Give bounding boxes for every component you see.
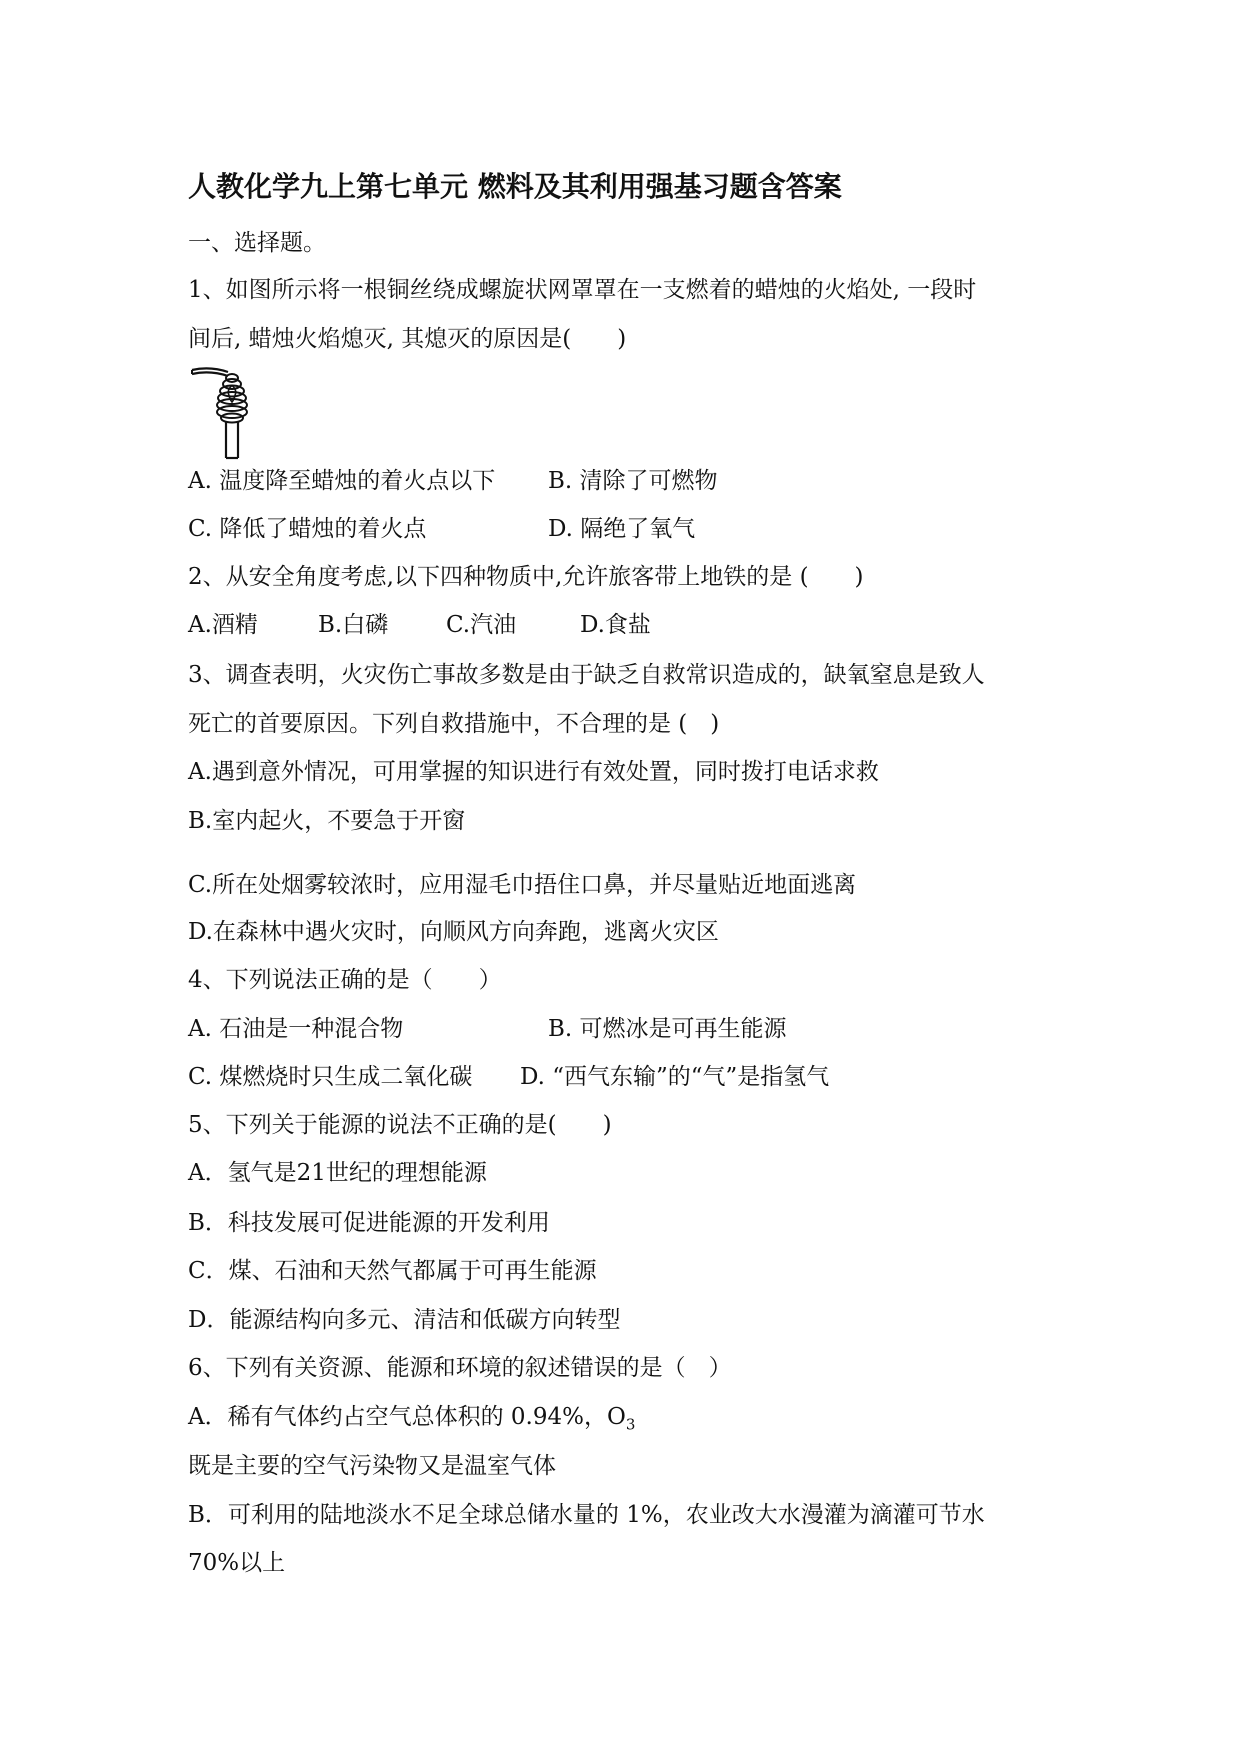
question-4-option-b: B. 可燃冰是可再生能源 (548, 1016, 787, 1042)
question-2-option-c: C.汽油 (446, 612, 517, 638)
question-2-option-a: A.酒精 (188, 612, 258, 638)
question-1-option-b: B. 清除了可燃物 (548, 468, 718, 494)
question-6-option-a-line1 (188, 1402, 635, 1440)
question-1-stem-line1: 1、如图所示将一根铜丝绕成螺旋状网罩罩在一支燃着的蜡烛的火焰处, 一段时 (188, 277, 977, 303)
question-6-option-b-line1: B．可利用的陆地淡水不足全球总储水量的 1%，农业改大水漫灌为滴灌可节水 (188, 1502, 985, 1528)
question-2-option-d: D.食盐 (580, 612, 651, 638)
question-4-option-d: D. “西气东输”的“气”是指氢气 (520, 1064, 830, 1090)
question-5-stem: 5、下列关于能源的说法不正确的是( ) (188, 1112, 612, 1138)
question-5-option-a: A．氢气是21世纪的理想能源 (188, 1160, 487, 1186)
question-6-option-a-text: A．稀有气体约占空气总体积的 0.94%，O (188, 1404, 626, 1430)
question-1-option-c: C. 降低了蜡烛的着火点 (188, 516, 427, 542)
question-3-option-a: A.遇到意外情况，可用掌握的知识进行有效处置，同时拨打电话求救 (188, 759, 879, 785)
question-2-option-b: B.白磷 (318, 612, 389, 638)
question-1-option-a: A. 温度降至蜡烛的着火点以下 (188, 468, 496, 494)
question-4-option-a: A. 石油是一种混合物 (188, 1016, 404, 1042)
question-3-option-c: C.所在处烟雾较浓时，应用湿毛巾捂住口鼻，并尽量贴近地面逃离 (188, 872, 857, 898)
question-1-option-d: D. 隔绝了氧气 (548, 516, 696, 542)
question-3-stem-line1: 3、调查表明，火灾伤亡事故多数是由于缺乏自救常识造成的，缺氧窒息是致人 (188, 662, 985, 688)
question-3-option-b: B.室内起火，不要急于开窗 (188, 808, 466, 834)
page-title: 人教化学九上第七单元 燃料及其利用强基习题含答案 (188, 170, 842, 203)
section-heading: 一、选择题。 (188, 230, 326, 256)
question-5-option-c: C．煤、石油和天然气都属于可再生能源 (188, 1258, 597, 1284)
question-6-option-b-line2: 70%以上 (188, 1550, 286, 1576)
question-6-stem: 6、下列有关资源、能源和环境的叙述错误的是（ ） (188, 1355, 732, 1381)
question-5-option-d: D．能源结构向多元、清洁和低碳方向转型 (188, 1307, 621, 1333)
question-2-stem: 2、从安全角度考虑,以下四种物质中,允许旅客带上地铁的是 ( ) (188, 564, 864, 590)
ozone-subscript: 3 (625, 1415, 636, 1434)
question-3-option-d: D.在森林中遇火灾时，向顺风方向奔跑，逃离火灾区 (188, 919, 719, 945)
copper-coil-candle-figure (190, 362, 270, 462)
question-4-option-c: C. 煤燃烧时只生成二氧化碳 (188, 1064, 473, 1090)
question-4-stem: 4、下列说法正确的是（ ） (188, 967, 502, 993)
question-1-stem-line2: 间后, 蜡烛火焰熄灭, 其熄灭的原因是( ) (188, 326, 627, 352)
question-3-stem-line2: 死亡的首要原因。下列自救措施中，不合理的是 ( ) (188, 711, 720, 737)
question-5-option-b: B．科技发展可促进能源的开发利用 (188, 1210, 550, 1236)
question-6-option-a-line2: 既是主要的空气污染物又是温室气体 (188, 1453, 556, 1479)
